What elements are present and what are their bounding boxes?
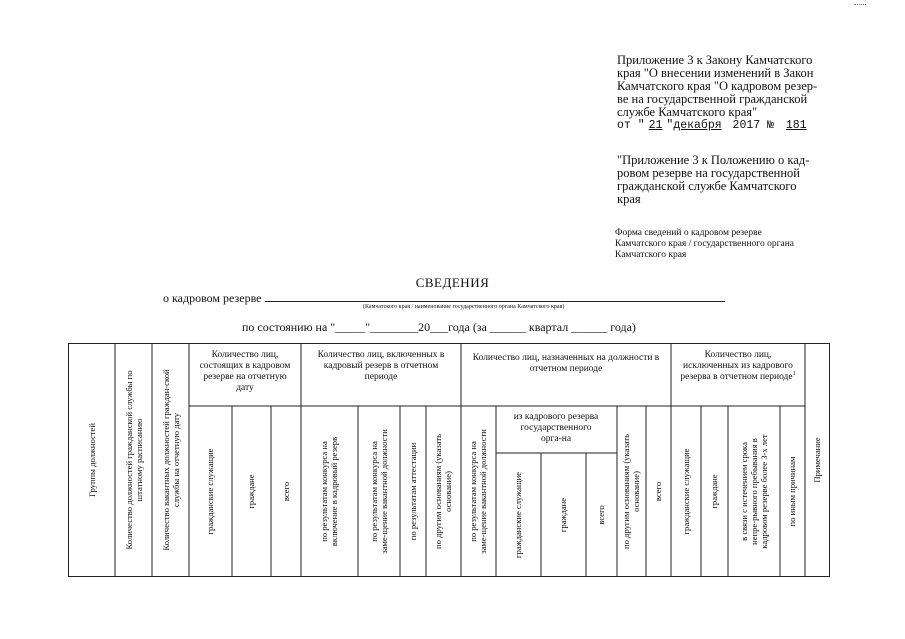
form-note-line: Камчатского края / государственного органа <box>615 239 795 249</box>
col-g1-civil: гражданские служащие <box>205 448 215 535</box>
regulation-line: ровом резерве на государственной <box>617 166 801 180</box>
reserve-label: о кадровом резерве <box>163 291 262 305</box>
column-headers <box>87 369 822 558</box>
col-g3-total: всего <box>653 481 663 502</box>
col-g4-expiry: в связи с истечением сроканепре-рывного пребывания вкадровом резерве более 3-х лет <box>739 434 769 549</box>
form-note-line: Камчатского края <box>615 250 687 260</box>
col-g2-other: по другим основаниям (указатьоснование) <box>433 433 453 550</box>
form-note-line: Форма сведений о кадровом резерве <box>615 228 762 238</box>
form-note <box>615 228 841 261</box>
appendix-line: службе Камчатского края" <box>617 105 758 119</box>
reserve-table <box>68 343 830 577</box>
regulation-line: края <box>617 192 641 206</box>
col-g3-citizens: граждане <box>558 497 568 533</box>
col-g3-other: по другим основаниям (указатьоснование) <box>621 433 641 550</box>
col-g3-sub-total: всего <box>596 505 606 525</box>
appendix-header <box>617 54 841 132</box>
col-g2-vacancy: по результатам конкурса назаме-щение вакантной должности <box>369 429 389 554</box>
col-g3-civil: гражданские служащие <box>513 472 523 558</box>
scan-mark <box>854 4 866 7</box>
date-month: декабря <box>673 119 722 132</box>
col-g4-citizens: граждане <box>709 474 719 509</box>
col-g2-contest: по результатам конкурса навключение в кадровый резерв <box>319 436 339 547</box>
date-mid: " <box>666 119 674 132</box>
appendix-line: Камчатского края "О кадровом резер- <box>617 79 818 93</box>
group-headers <box>200 350 796 444</box>
law-date-line <box>617 119 841 132</box>
col-g3-contest: по результатам конкурса назаме-щение вакантной должности <box>468 429 488 554</box>
regulation-line: гражданской службе Камчатского <box>617 179 797 193</box>
group3-header: Количество лиц, назначенных на должности в отчетном периоде <box>472 353 660 374</box>
col-staff-count: Количество должностей гражданской службы поштатному расписанию <box>124 370 144 550</box>
col-g4-civil: гражданские служащие <box>681 448 691 535</box>
col-vacant-count: Количество вакантных должностей граждан-скойслужбы на отчетную дату <box>161 369 181 551</box>
group3-subheader: из кадрового резерва государственного орга-на <box>513 412 599 444</box>
col-g1-total: всего <box>281 481 291 502</box>
appendix-line: Приложение 3 к Закону Камчатского <box>617 53 813 67</box>
group1-header: Количество лиц, состоящих в кадровом резерве на отчетную дату <box>199 350 291 393</box>
table-grid <box>68 343 830 577</box>
col-notes: Примечание <box>812 437 822 483</box>
document-title: СВЕДЕНИЯ <box>415 275 490 290</box>
date-prefix: от " <box>617 119 645 132</box>
appendix-line: ве на государственной гражданской <box>617 92 808 106</box>
group4-header: Количество лиц, исключенных из кадрового резерва в отчетном периоде$^1$ <box>680 350 796 382</box>
col-g1-citizens: граждане <box>246 474 256 509</box>
col-g4-other: по иным причинам <box>787 456 797 527</box>
col-g2-attest: по результатам аттестации <box>408 442 418 541</box>
appendix-line: края "О внесении изменений в Закон <box>617 66 814 80</box>
regulation-header <box>617 154 841 206</box>
law-number: 181 <box>785 119 807 132</box>
group2-header: Количество лиц, включенных в кадровый резерв в отчетном периоде <box>317 350 445 382</box>
regulation-line: "Приложение 3 к Положению о кад- <box>617 153 810 167</box>
status-line: по состоянию на "_____"________20___года (за ______ квартал ______ года) <box>242 320 636 334</box>
reserve-caption: (Камчатского края / наименование государственного органа Камчатского края) <box>363 304 565 310</box>
col-groups: Группы должностей <box>87 423 97 497</box>
date-day: 21 <box>648 119 663 132</box>
reserve-blank <box>265 290 725 302</box>
date-year: 2017 № <box>732 119 774 132</box>
